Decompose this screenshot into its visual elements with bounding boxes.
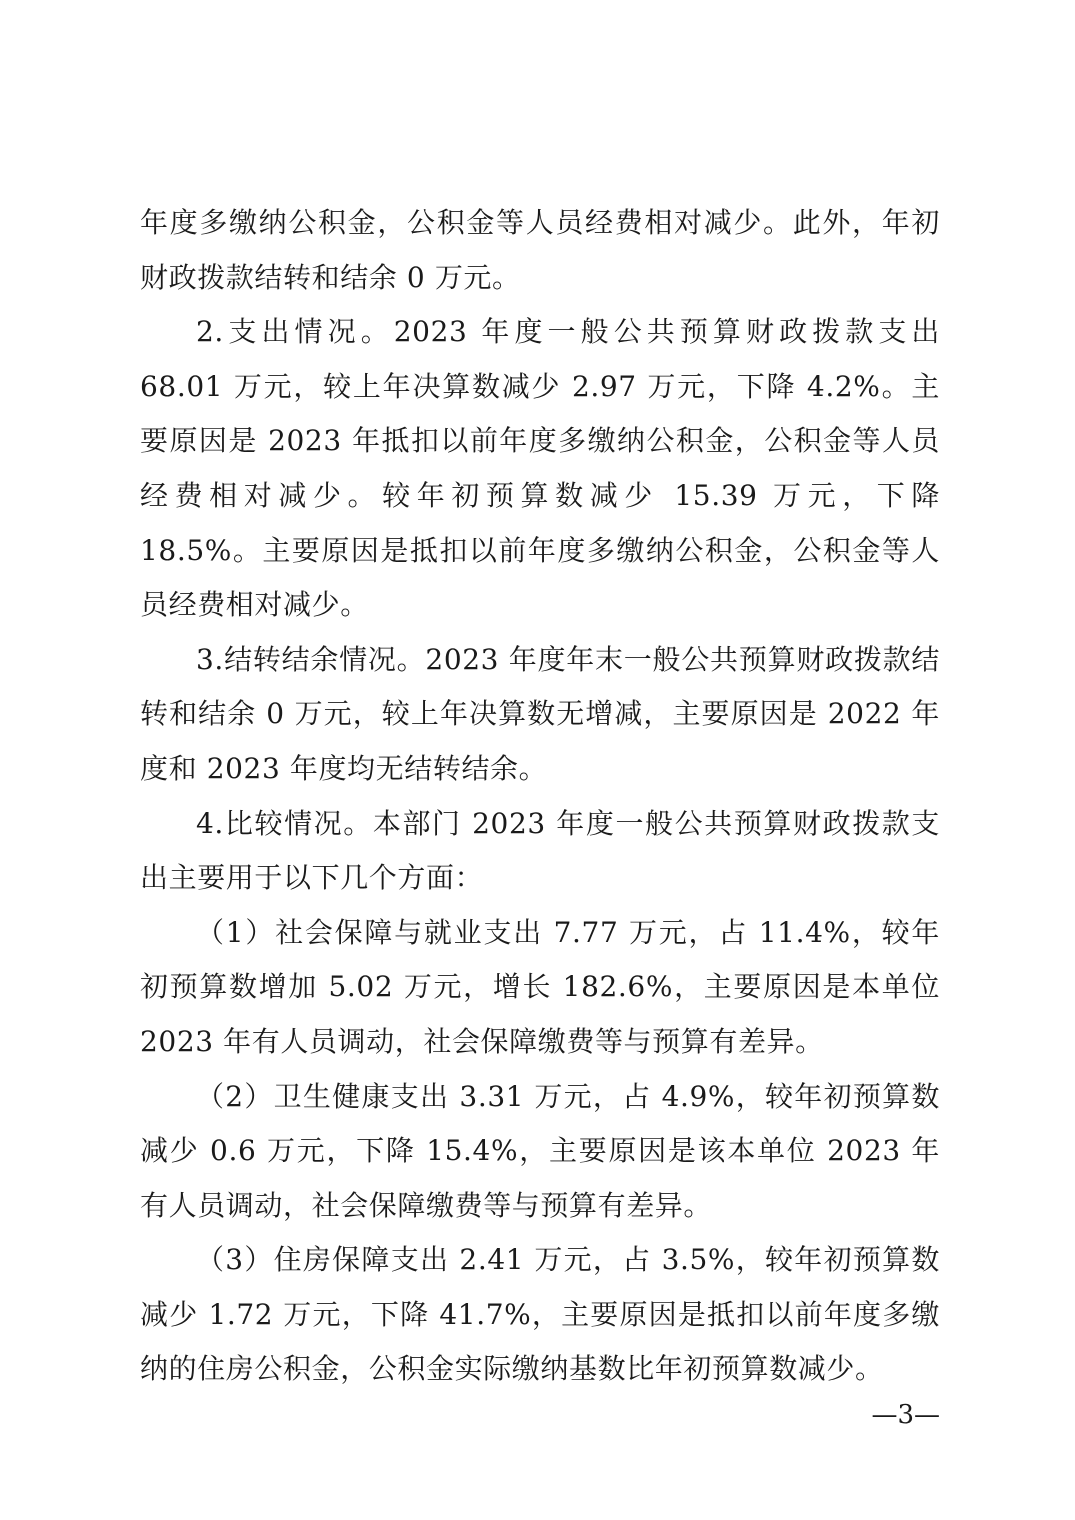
page-number: —3— [871, 1400, 940, 1430]
paragraph-social-security: （1）社会保障与就业支出 7.77 万元，占 11.4%，较年初预算数增加 5.02 万元，增长 182.6%，主要原因是本单位 2023 年有人员调动，社会保障缴费等与预算有差异。 [140, 915, 940, 1058]
paragraph-comparison: 4.比较情况。本部门 2023 年度一般公共预算财政拨款支出主要用于以下几个方面： [140, 806, 940, 895]
paragraph-carryover-balance: 3.结转结余情况。2023 年度年末一般公共预算财政拨款结转和结余 0 万元，较上年决算数无增减，主要原因是 2022 年度和 2023 年度均无结转结余。 [140, 642, 940, 785]
document-body [140, 196, 940, 1397]
paragraph-health: （2）卫生健康支出 3.31 万元，占 4.9%，较年初预算数减少 0.6 万元，下降 15.4%，主要原因是该本单位 2023 年有人员调动，社会保障缴费等与预算有差异。 [140, 1079, 940, 1222]
paragraph-continuation: 年度多缴纳公积金，公积金等人员经费相对减少。此外，年初财政拨款结转和结余 0 万元。 [140, 206, 940, 294]
paragraph-expenditure: 2.支出情况。2023 年度一般公共预算财政拨款支出 68.01 万元，较上年决算数减少 2.97 万元，下降 4.2%。主要原因是 2023 年抵扣以前年度多缴纳公积金，公积金等人员经费相对减少。较年初预算数减少 15.39 万元，下降 18.5%。主要原因是抵扣以前年度多缴纳公积金，公积金等人员经费相对减少。 [140, 315, 940, 622]
paragraph-housing: （3）住房保障支出 2.41 万元，占 3.5%，较年初预算数减少 1.72 万元，下降 41.7%，主要原因是抵扣以前年度多缴纳的住房公积金，公积金实际缴纳基数比年初预算数减少。 [140, 1243, 940, 1386]
